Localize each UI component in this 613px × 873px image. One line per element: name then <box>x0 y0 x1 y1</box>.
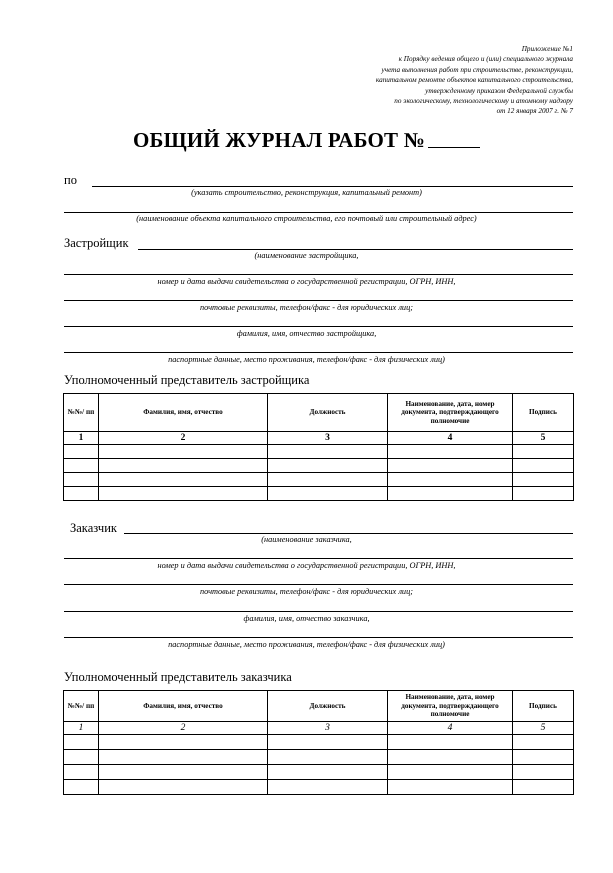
table-cell[interactable] <box>99 780 268 795</box>
customer-hint: почтовые реквизиты, телефон/факс - для юридических лиц; <box>200 587 413 596</box>
appendix-line: учета выполнения работ при строительстве, реконструкции, <box>381 65 573 74</box>
column-number: 1 <box>64 432 99 445</box>
table-cell[interactable] <box>99 735 268 750</box>
table-cell[interactable] <box>388 487 513 501</box>
column-number: 5 <box>513 722 574 735</box>
column-header: Наименование, дата, номер документа, подтверждающего полномочие <box>388 394 513 432</box>
table-cell[interactable] <box>99 473 268 487</box>
column-number: 2 <box>99 432 268 445</box>
column-header: №№/ пп <box>64 691 99 722</box>
page-title-text: ОБЩИЙ ЖУРНАЛ РАБОТ № <box>132 128 426 152</box>
customer-hint: (наименование заказчика, <box>261 535 352 544</box>
table-cell[interactable] <box>513 735 574 750</box>
po-hint: (указать строительство, реконструкция, капитальный ремонт) <box>191 188 422 197</box>
table-cell[interactable] <box>64 487 99 501</box>
table-cell[interactable] <box>268 780 388 795</box>
table-cell[interactable] <box>99 459 268 473</box>
table-cell[interactable] <box>64 445 99 459</box>
table-cell[interactable] <box>64 459 99 473</box>
po-field-line[interactable] <box>92 186 573 187</box>
customer-field-line[interactable] <box>64 558 573 559</box>
table-cell[interactable] <box>64 473 99 487</box>
column-number-row <box>64 432 574 445</box>
table-header-row <box>64 691 574 722</box>
table-cell[interactable] <box>388 445 513 459</box>
customer-hint: фамилия, имя, отчество заказчика, <box>243 614 370 623</box>
column-number-row <box>64 722 574 735</box>
table-row <box>64 780 574 795</box>
table-cell[interactable] <box>388 735 513 750</box>
customer-hint: паспортные данные, место проживания, телефон/факс - для физических лиц) <box>168 640 445 649</box>
table-row <box>64 765 574 780</box>
column-header: Должность <box>268 394 388 432</box>
developer-hint: паспортные данные, место проживания, телефон/факс - для физических лиц) <box>168 355 445 364</box>
table-cell[interactable] <box>64 780 99 795</box>
developer-field-line[interactable] <box>64 274 573 275</box>
table-cell[interactable] <box>513 487 574 501</box>
journal-number-field[interactable] <box>428 131 480 148</box>
table-cell[interactable] <box>513 780 574 795</box>
table-cell[interactable] <box>513 459 574 473</box>
table-cell[interactable] <box>513 445 574 459</box>
customer-field-line[interactable] <box>64 584 573 585</box>
table-cell[interactable] <box>64 765 99 780</box>
page-title <box>0 128 613 153</box>
table-cell[interactable] <box>268 473 388 487</box>
column-header: Фамилия, имя, отчество <box>99 691 268 722</box>
table-cell[interactable] <box>268 735 388 750</box>
appendix-note <box>243 44 573 117</box>
table-cell[interactable] <box>64 750 99 765</box>
developer-field-line[interactable] <box>64 300 573 301</box>
table-row <box>64 487 574 501</box>
column-number: 4 <box>388 432 513 445</box>
column-number: 3 <box>268 432 388 445</box>
column-number: 3 <box>268 722 388 735</box>
column-number: 5 <box>513 432 574 445</box>
table-row <box>64 750 574 765</box>
table-cell[interactable] <box>388 473 513 487</box>
table-row <box>64 445 574 459</box>
appendix-line: капитальном ремонте объектов капитального строительства, <box>375 76 573 85</box>
table-cell[interactable] <box>64 735 99 750</box>
table-cell[interactable] <box>388 750 513 765</box>
customer-rep-title: Уполномоченный представитель заказчика <box>64 670 292 684</box>
developer-label: Застройщик <box>64 236 129 250</box>
column-header: Фамилия, имя, отчество <box>99 394 268 432</box>
object-field-line[interactable] <box>64 212 573 213</box>
table-header-row <box>64 394 574 432</box>
column-header: Наименование, дата, номер документа, подтверждающего полномочие <box>388 691 513 722</box>
developer-hint: номер и дата выдачи свидетельства о государственной регистрации, ОГРН, ИНН, <box>157 277 456 286</box>
table-cell[interactable] <box>268 445 388 459</box>
column-header: Подпись <box>513 394 574 432</box>
table-row <box>64 473 574 487</box>
customer-rep-table <box>63 690 574 795</box>
table-cell[interactable] <box>388 780 513 795</box>
customer-field-line[interactable] <box>124 533 573 534</box>
table-cell[interactable] <box>99 750 268 765</box>
column-header: №№/ пп <box>64 394 99 432</box>
column-number: 4 <box>388 722 513 735</box>
developer-hint: (наименование застройщика, <box>254 251 359 260</box>
table-cell[interactable] <box>99 445 268 459</box>
table-cell[interactable] <box>268 750 388 765</box>
table-cell[interactable] <box>268 487 388 501</box>
table-row <box>64 459 574 473</box>
developer-rep-title: Уполномоченный представитель застройщика <box>64 373 310 387</box>
table-cell[interactable] <box>388 459 513 473</box>
developer-hint: почтовые реквизиты, телефон/факс - для юридических лиц; <box>200 303 413 312</box>
table-cell[interactable] <box>268 765 388 780</box>
table-cell[interactable] <box>513 473 574 487</box>
po-label: по <box>64 173 77 187</box>
table-cell[interactable] <box>268 459 388 473</box>
developer-field-line[interactable] <box>64 352 573 353</box>
appendix-line: утвержденному приказом Федеральной службы <box>425 86 573 95</box>
table-cell[interactable] <box>513 765 574 780</box>
developer-field-line[interactable] <box>138 249 573 250</box>
object-hint: (наименование объекта капитального строительства, его почтовый или строительный адрес) <box>136 214 477 223</box>
developer-rep-table <box>63 393 574 501</box>
appendix-line: Приложение №1 <box>521 45 573 53</box>
customer-hint: номер и дата выдачи свидетельства о государственной регистрации, ОГРН, ИНН, <box>157 561 456 570</box>
column-header: Подпись <box>513 691 574 722</box>
table-cell[interactable] <box>99 765 268 780</box>
column-header: Должность <box>268 691 388 722</box>
customer-field-line[interactable] <box>64 637 573 638</box>
table-row <box>64 735 574 750</box>
table-cell[interactable] <box>99 487 268 501</box>
table-cell[interactable] <box>513 750 574 765</box>
customer-field-line[interactable] <box>64 611 573 612</box>
developer-hint: фамилия, имя, отчество застройщика, <box>236 329 377 338</box>
appendix-line: к Порядку ведения общего и (или) специального журнала <box>398 55 573 64</box>
column-number: 2 <box>99 722 268 735</box>
appendix-line: от 12 января 2007 г. № 7 <box>496 107 573 116</box>
customer-label: Заказчик <box>70 521 117 535</box>
appendix-line: по экологическому, технологическому и атомному надзору <box>394 97 573 106</box>
table-cell[interactable] <box>388 765 513 780</box>
developer-field-line[interactable] <box>64 326 573 327</box>
column-number: 1 <box>64 722 99 735</box>
